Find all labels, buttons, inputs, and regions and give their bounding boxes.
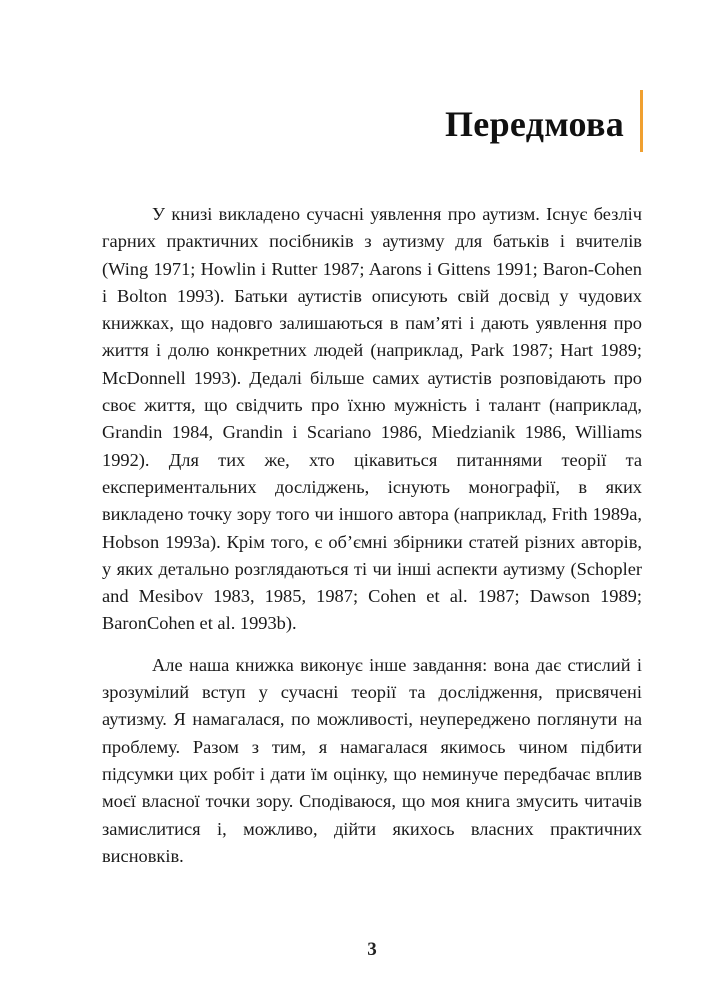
title-accent-rule	[640, 90, 643, 152]
page-number: 3	[367, 939, 377, 960]
page-title: Передмова	[444, 104, 624, 144]
body-text	[102, 201, 642, 884]
paragraph-1: У книзі викладено сучасні уявлення про аутизм. Існує безліч гарних практичних посібників з аутизму для батьків і вчителів (Wing 1971; Howlin і Rutter 1987; Aarons і Gittens 1991; Baron-Cohen і Bolton 1993). Батьки аутистів описують свій досвід у чудових книжках, що надовго залишаються в пам’яті і дають уявлення про життя і долю конкретних людей (наприклад, Park 1987; Hart 1989; McDonnell 1993). Дедалі більше самих аутистів розповідають про своє життя, що свідчить про їхню мужність і талант (наприклад, Grandin 1984, Grandin і Scariano 1986, Miedzianik 1986, Williams 1992). Для тих же, хто цікавиться питаннями теорії та експериментальних досліджень, існують монографії, в яких викладено точку зору того чи іншого автора (наприклад, Frith 1989a, Hobson 1993a). Крім того, є об’ємні збірники статей різних авторів, у яких детально розглядаються ті чи інші аспекти аутизму (Schopler and Mesibov 1983, 1985, 1987; Cohen et al. 1987; Dawson 1989; BaronCohen et al. 1993b).	[102, 204, 642, 634]
paragraph-2: Але наша книжка виконує інше завдання: вона дає стислий і зрозумілий вступ у сучасні теорії та дослідження, присвячені аутизму. Я намагалася, по можливості, неупереджено поглянути на проблему. Разом з тим, я намагалася якимось чином підбити підсумки цих робіт і дати їм оцінку, що неминуче передбачає вплив моєї власної точки зору. Сподіваюся, що моя книга змусить читачів замислитися і, можливо, дійти якихось власних практичних висновків.	[102, 654, 642, 866]
